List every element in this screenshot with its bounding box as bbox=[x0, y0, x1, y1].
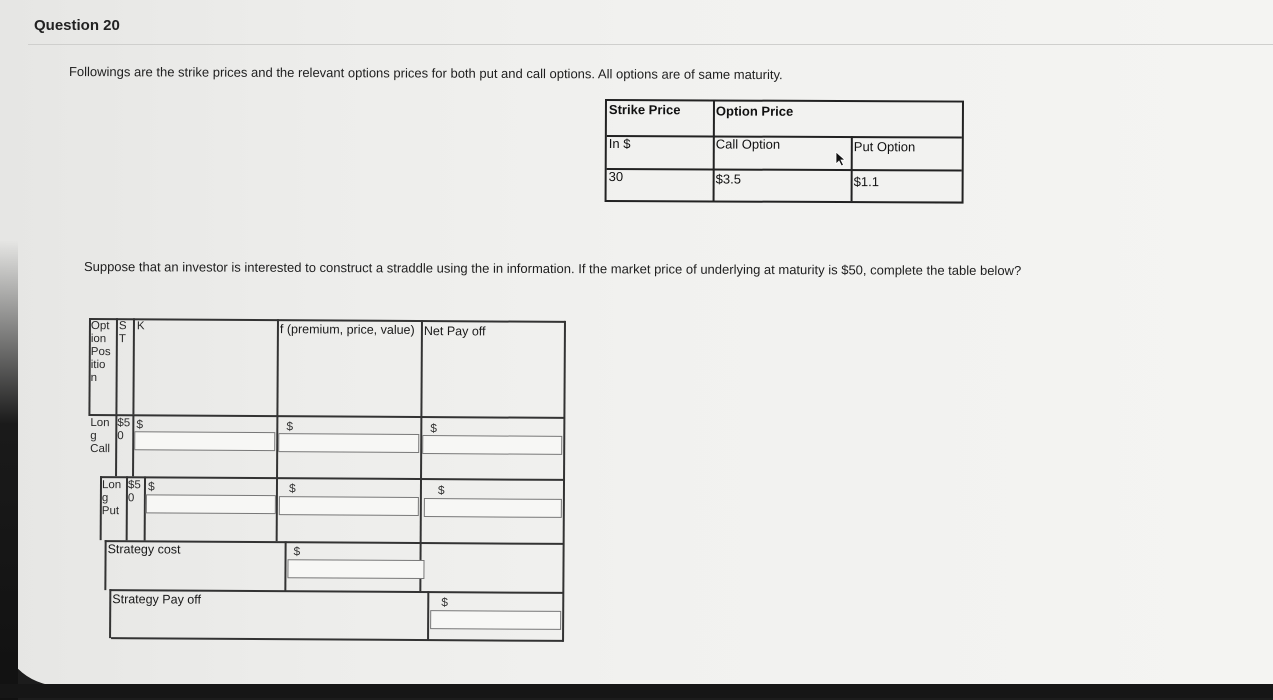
strike-value: 30 bbox=[608, 169, 624, 185]
call-price-value: $3.5 bbox=[715, 171, 741, 187]
monitor-bezel bbox=[0, 240, 18, 700]
st-header: S T bbox=[118, 320, 127, 346]
call-option-header: Call Option bbox=[715, 136, 781, 152]
strategy-cost-input[interactable] bbox=[287, 559, 424, 579]
table-divider bbox=[132, 318, 134, 414]
long-call-premium-prefix: $ bbox=[286, 419, 294, 434]
long-call-k-prefix: $ bbox=[136, 417, 144, 432]
monitor-bezel bbox=[0, 684, 1273, 698]
put-price-value: $1.1 bbox=[853, 174, 879, 190]
table-divider bbox=[851, 136, 853, 201]
strategy-payoff-prefix: $ bbox=[441, 595, 449, 610]
mouse-pointer-icon bbox=[835, 151, 847, 167]
long-call-label: Lon g Call bbox=[90, 417, 111, 456]
long-put-label: Lon g Put bbox=[101, 479, 122, 518]
table-divider bbox=[607, 168, 962, 171]
long-call-premium-input[interactable] bbox=[278, 433, 419, 453]
table-divider bbox=[100, 476, 564, 480]
option-price-table bbox=[605, 99, 964, 204]
title-divider bbox=[28, 44, 1273, 45]
strategy-cost-label: Strategy cost bbox=[107, 542, 181, 557]
strategy-payoff-input[interactable] bbox=[430, 610, 561, 630]
put-option-header: Put Option bbox=[853, 139, 916, 155]
option-price-header: Option Price bbox=[715, 103, 794, 119]
long-put-net-prefix: $ bbox=[437, 483, 445, 498]
long-put-k-prefix: $ bbox=[147, 479, 155, 494]
table-divider bbox=[607, 135, 962, 138]
table-divider bbox=[104, 540, 106, 590]
table-divider bbox=[284, 541, 286, 591]
long-call-st: $5 0 bbox=[117, 417, 131, 443]
table-divider bbox=[109, 589, 111, 638]
long-put-st: $5 0 bbox=[127, 479, 141, 505]
table-divider bbox=[419, 320, 422, 591]
in-dollars-label: In $ bbox=[608, 136, 631, 152]
table-divider bbox=[88, 414, 564, 418]
strategy-payoff-label: Strategy Pay off bbox=[112, 592, 202, 607]
table-border bbox=[111, 637, 563, 641]
long-call-net-prefix: $ bbox=[430, 421, 438, 436]
net-payoff-header: Net Pay off bbox=[423, 324, 486, 339]
question-title: Question 20 bbox=[34, 17, 120, 34]
table-border bbox=[562, 321, 565, 642]
long-put-net-input[interactable] bbox=[424, 498, 562, 518]
table-divider bbox=[427, 591, 429, 640]
table-divider bbox=[713, 101, 715, 200]
long-put-k-input[interactable] bbox=[146, 494, 276, 514]
table-divider bbox=[115, 318, 117, 414]
strike-k-header: K bbox=[136, 320, 145, 333]
premium-header: f (premium, price, value) bbox=[279, 322, 415, 337]
long-call-k-input[interactable] bbox=[134, 431, 275, 451]
option-position-header: Opt ion Pos itio n bbox=[90, 320, 111, 385]
question-intro: Followings are the strike prices and the relevant options prices for both put and call options. All options are of same maturity. bbox=[68, 64, 783, 83]
straddle-table bbox=[87, 318, 570, 642]
long-call-net-input[interactable] bbox=[422, 435, 562, 455]
long-put-premium-input[interactable] bbox=[279, 496, 419, 516]
long-put-premium-prefix: $ bbox=[288, 481, 296, 496]
strike-price-header: Strike Price bbox=[608, 102, 681, 118]
strategy-cost-prefix: $ bbox=[293, 544, 301, 559]
question-instruction: Suppose that an investor is interested to construct a straddle using the in information. If the market price of underlying at maturity is $50, complete the table below? bbox=[83, 259, 1022, 279]
